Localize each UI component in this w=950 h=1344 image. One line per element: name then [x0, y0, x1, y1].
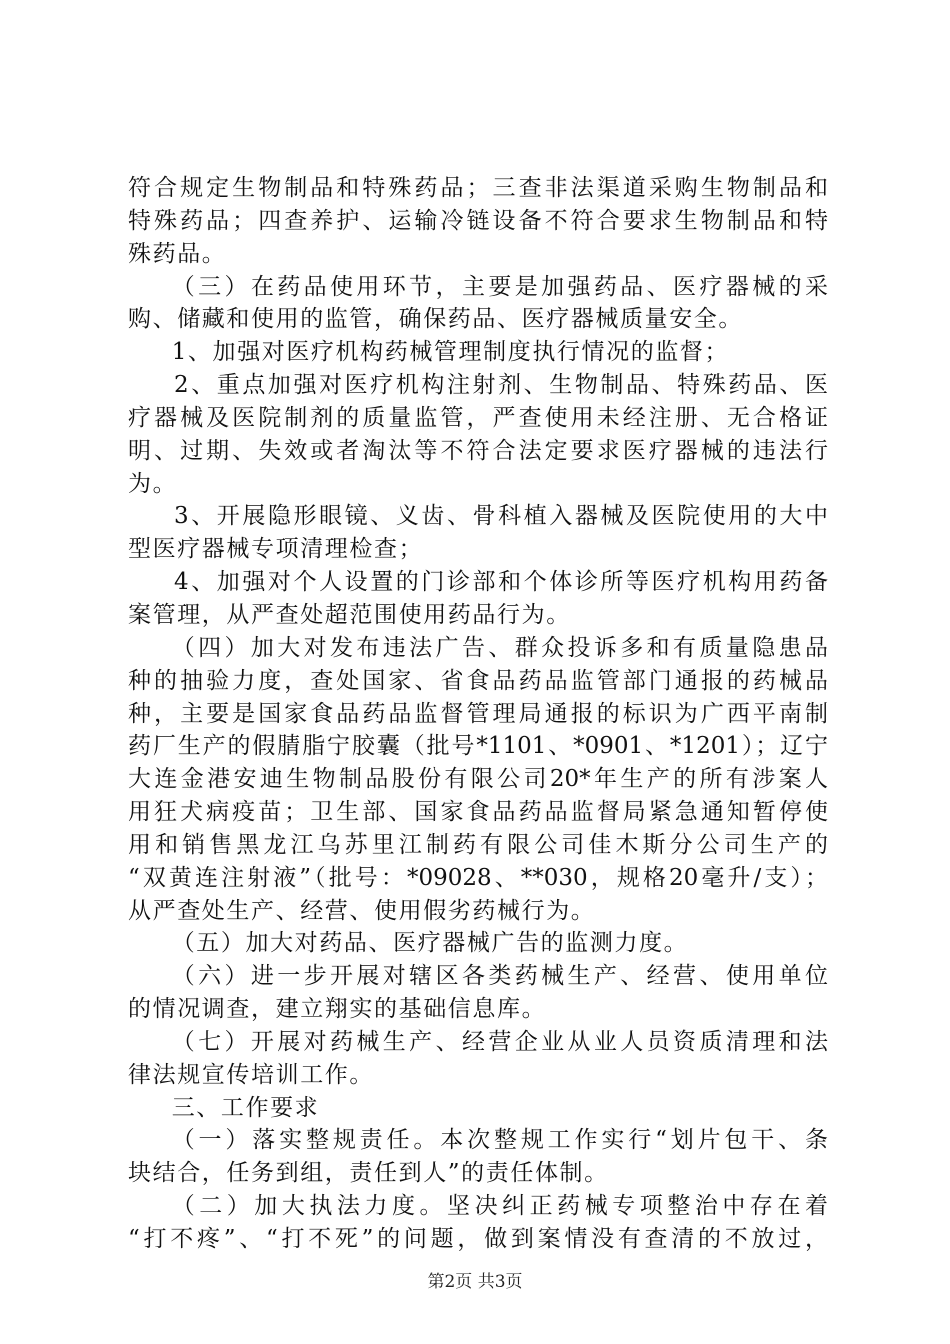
text-line: 4、加强对个人设置的门诊部和个体诊所等医疗机构用药备	[174, 569, 828, 596]
text-line: 型医疗器械专项清理检查；	[128, 536, 424, 563]
text-line: 大连金港安迪生物制品股份有限公司20*年生产的所有涉案人	[128, 766, 828, 793]
text-line: 3、开展隐形眼镜、义齿、骨科植入器械及医院使用的大中	[174, 503, 828, 530]
text-line: “双黄连注射液”（批号：*09028、**030，规格20毫升/支）；	[128, 864, 828, 891]
text-line: 殊药品。	[128, 240, 227, 267]
text-line: 种，主要是国家食品药品监督管理局通报的标识为广西平南制	[128, 700, 828, 727]
page-footer: 第2页 共3页	[427, 1272, 523, 1292]
text-line: （一）落实整规责任。本次整规工作实行“划片包干、条	[171, 1127, 828, 1154]
text-line: 疗器械及医院制剂的质量监管，严查使用未经注册、无合格证	[128, 404, 828, 431]
text-line: “打不疼”、“打不死”的问题，做到案情没有查清的不放过，	[128, 1226, 828, 1252]
text-line: 律法规宣传培训工作。	[128, 1061, 374, 1088]
text-line: 用和销售黑龙江乌苏里江制药有限公司佳木斯分公司生产的	[128, 831, 828, 858]
text-line: （二）加大执法力度。坚决纠正药械专项整治中存在着	[171, 1193, 828, 1220]
text-line: 明、过期、失效或者淘汰等不符合法定要求医疗器械的违法行	[128, 437, 828, 464]
document-body	[128, 172, 828, 1256]
text-line: 药厂生产的假腈脂宁胶囊（批号*1101、*0901、*1201）；辽宁	[128, 733, 828, 760]
text-line: 块结合，任务到组，责任到人”的责任体制。	[128, 1160, 609, 1187]
text-line: 符合规定生物制品和特殊药品；三查非法渠道采购生物制品和	[128, 175, 828, 201]
text-line: 2、重点加强对医疗机构注射剂、生物制品、特殊药品、医	[174, 372, 828, 399]
text-line: 案管理，从严查处超范围使用药品行为。	[128, 601, 571, 628]
text-line: 从严查处生产、经营、使用假劣药械行为。	[128, 897, 596, 924]
text-line: 用狂犬病疫苗；卫生部、国家食品药品监督局紧急通知暂停使	[128, 799, 828, 826]
text-line: 种的抽验力度，查处国家、省食品药品监管部门通报的药械品	[128, 667, 828, 694]
text-line: 的情况调查，建立翔实的基础信息库。	[128, 996, 547, 1023]
text-line: 特殊药品；四查养护、运输冷链设备不符合要求生物制品和特	[128, 207, 828, 234]
text-line: 购、储藏和使用的监管，确保药品、医疗器械质量安全。	[128, 306, 743, 333]
text-line: （六）进一步开展对辖区各类药械生产、经营、使用单位	[171, 963, 828, 990]
text-line: （三）在药品使用环节，主要是加强药品、医疗器械的采	[171, 273, 828, 300]
text-line: （四）加大对发布违法广告、群众投诉多和有质量隐患品	[171, 634, 828, 661]
text-line: （五）加大对药品、医疗器械广告的监测力度。	[171, 930, 689, 957]
text-line: 为。	[128, 470, 178, 497]
text-line: （七）开展对药械生产、经营企业从业人员资质清理和法	[171, 1028, 828, 1055]
text-line: 1、加强对医疗机构药械管理制度执行情况的监督；	[171, 339, 730, 366]
text-line: 三、工作要求	[171, 1094, 320, 1121]
